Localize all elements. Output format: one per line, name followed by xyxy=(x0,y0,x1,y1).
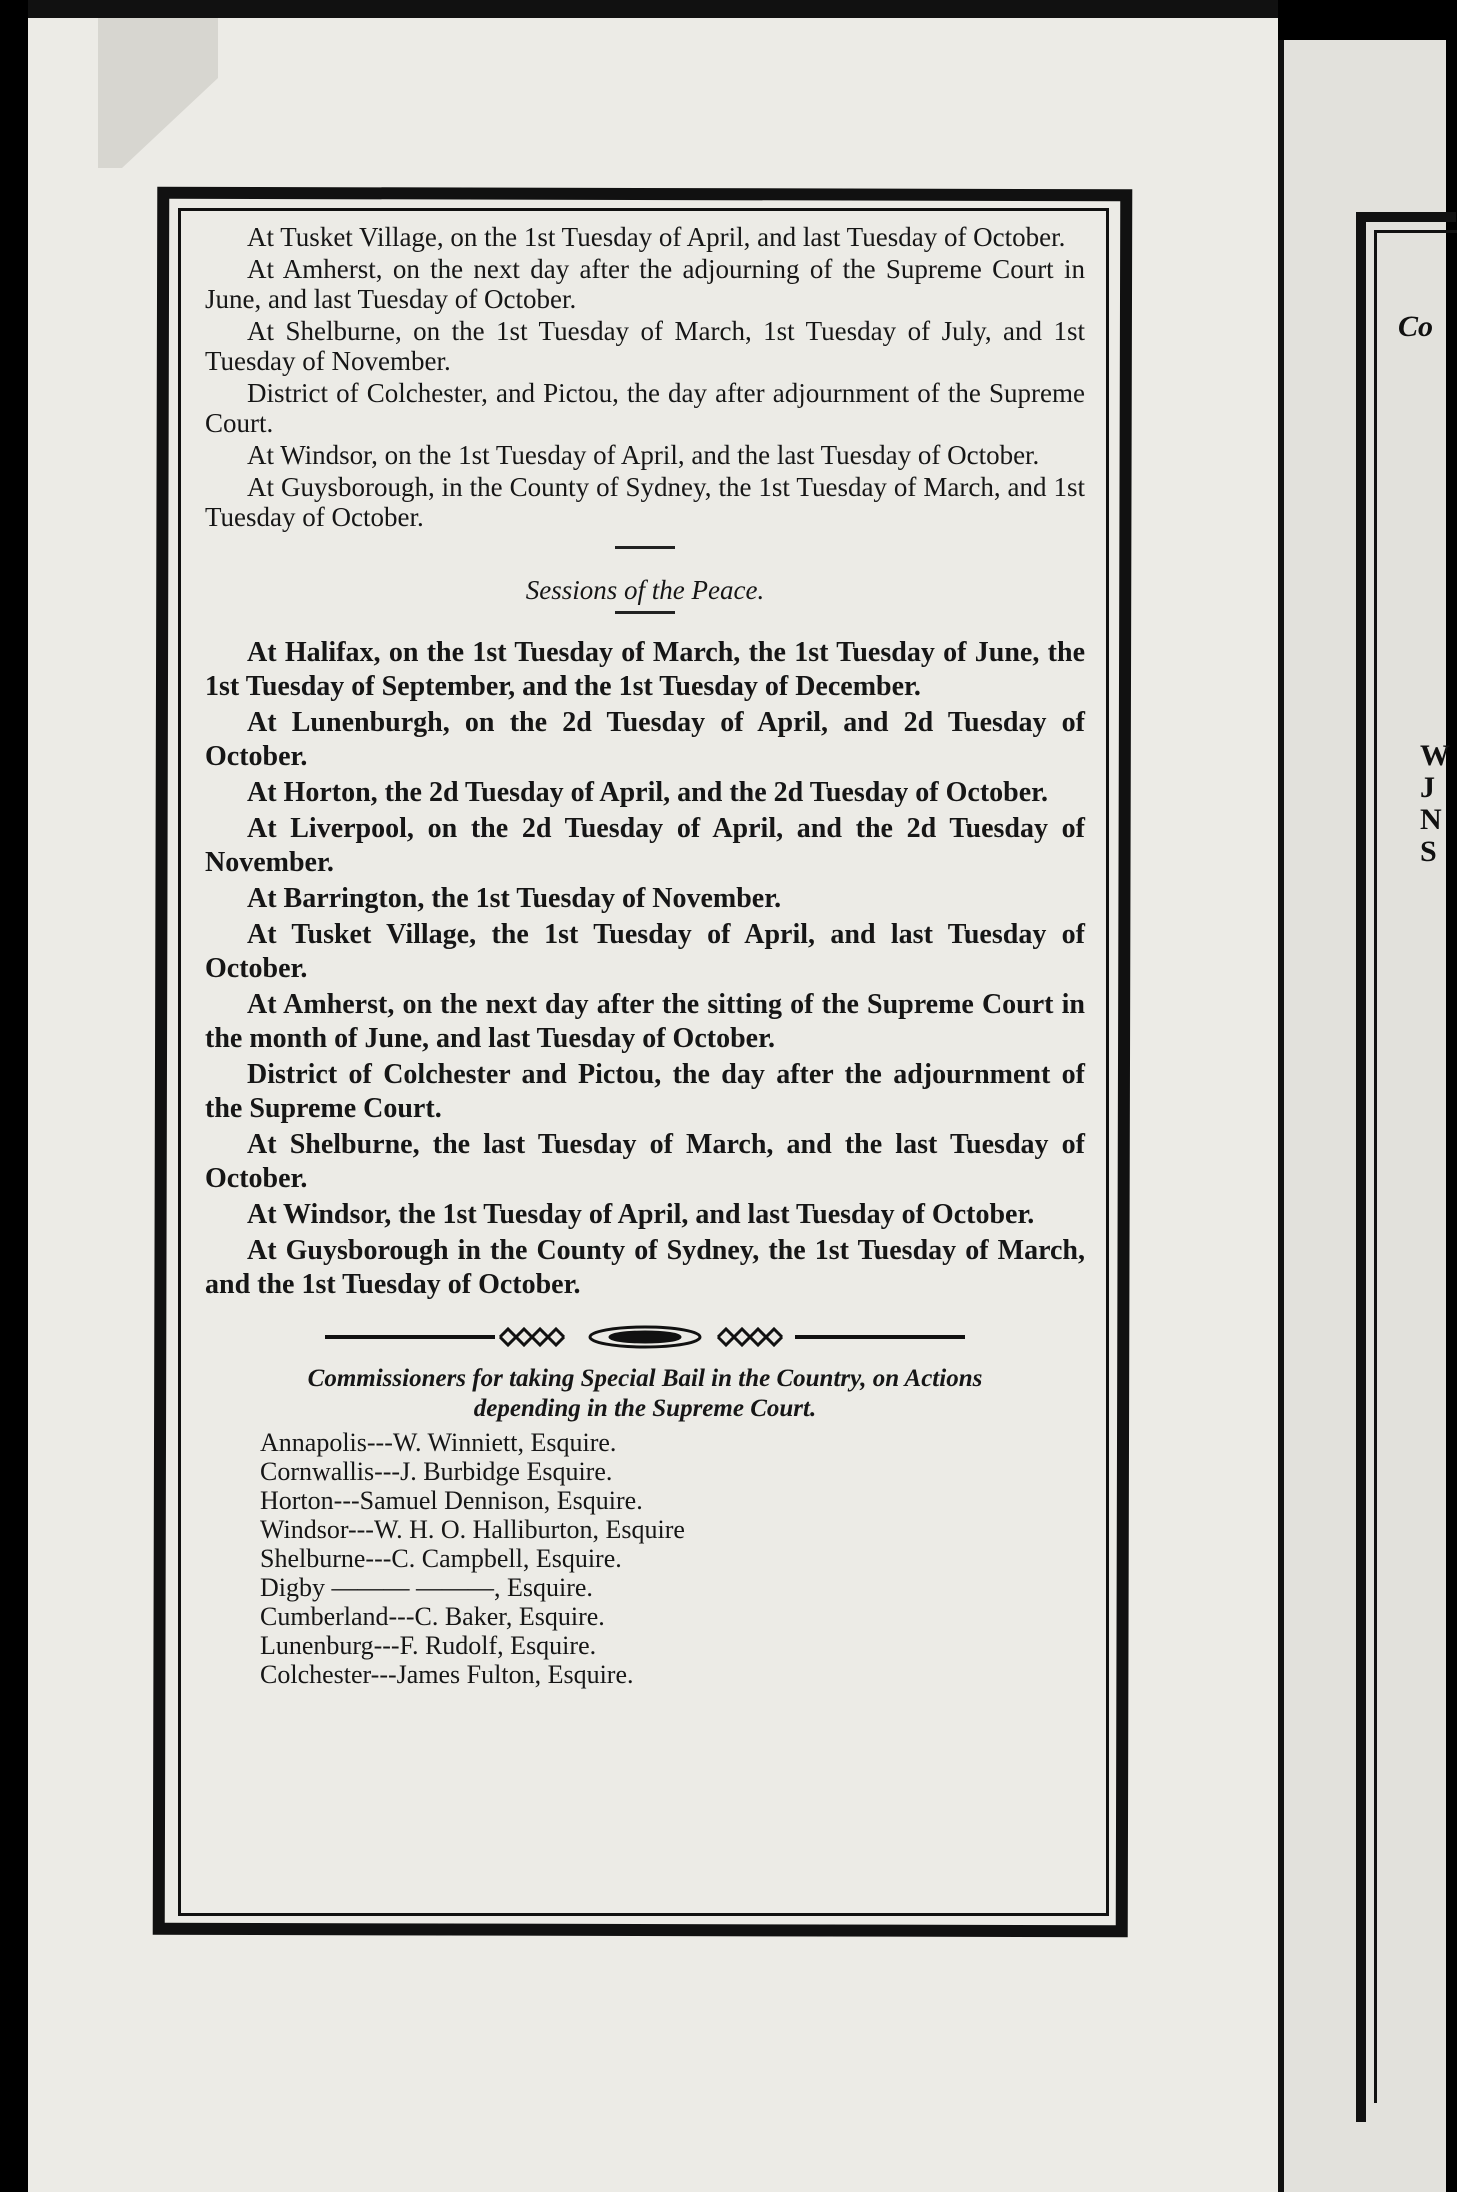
commissioner-entry: Cumberland---C. Baker, Esquire. xyxy=(260,1602,605,1631)
courts-section xyxy=(205,222,1085,532)
facing-letter: W xyxy=(1420,739,1450,772)
court-entry: District of Colchester, and Pictou, the day after adjournment of the Supreme Court. xyxy=(205,378,1085,438)
sessions-heading: Sessions of the Peace. xyxy=(525,575,765,605)
document-content xyxy=(205,222,1085,1689)
court-entry: At Shelburne, on the 1st Tuesday of March, 1st Tuesday of July, and 1st Tuesday of November. xyxy=(205,316,1085,376)
facing-page-letters xyxy=(1420,740,1450,868)
session-entry: At Guysborough in the County of Sydney, the 1st Tuesday of March, and the 1st Tuesday of October. xyxy=(205,1235,1085,1300)
court-entry: At Guysborough, in the County of Sydney, the 1st Tuesday of March, and 1st Tuesday of October. xyxy=(205,472,1085,532)
session-entry: At Barrington, the 1st Tuesday of November. xyxy=(247,883,782,914)
facing-page-frame-inner xyxy=(1374,230,1457,2103)
commissioner-entry: Colchester---James Fulton, Esquire. xyxy=(260,1660,634,1689)
session-entry: At Windsor, the 1st Tuesday of April, and last Tuesday of October. xyxy=(247,1199,1035,1230)
session-entry: At Liverpool, on the 2d Tuesday of April, and the 2d Tuesday of November. xyxy=(205,813,1085,878)
facing-letter: J xyxy=(1420,771,1435,804)
commissioner-entry: Cornwallis---J. Burbidge Esquire. xyxy=(260,1457,613,1486)
session-entry: District of Colchester and Pictou, the day after the adjournment of the Supreme Court. xyxy=(205,1059,1085,1124)
commissioners-section xyxy=(205,1364,1085,1689)
sessions-section xyxy=(205,636,1085,1302)
session-entry: At Amherst, on the next day after the sitting of the Supreme Court in the month of June, and last Tuesday of October. xyxy=(205,989,1085,1054)
decorative-rule-ornament xyxy=(325,1324,965,1350)
facing-letter: S xyxy=(1420,835,1437,868)
facing-page-header: Co xyxy=(1398,310,1434,343)
commissioner-entry: Horton---Samuel Dennison, Esquire. xyxy=(260,1486,643,1515)
commissioners-title-line2: depending in the Supreme Court. xyxy=(473,1395,817,1422)
commissioners-list xyxy=(205,1428,1085,1689)
session-entry: At Horton, the 2d Tuesday of April, and the 2d Tuesday of October. xyxy=(247,777,1048,808)
commissioners-title-line1: Commissioners for taking Special Bail in the Country, on Actions xyxy=(307,1365,983,1392)
facing-letter: N xyxy=(1420,803,1442,836)
commissioner-entry: Digby ——— ———, Esquire. xyxy=(260,1573,593,1602)
session-entry: At Halifax, on the 1st Tuesday of March, the 1st Tuesday of June, the 1st Tuesday of September, and the 1st Tuesday of December. xyxy=(205,637,1085,702)
commissioner-entry: Annapolis---W. Winniett, Esquire. xyxy=(260,1428,617,1457)
commissioner-entry: Shelburne---C. Campbell, Esquire. xyxy=(260,1544,622,1573)
session-entry: At Lunenburgh, on the 2d Tuesday of April, and 2d Tuesday of October. xyxy=(205,707,1085,772)
heading-rule-top xyxy=(615,546,675,549)
session-entry: At Tusket Village, the 1st Tuesday of April, and last Tuesday of October. xyxy=(205,919,1085,984)
commissioner-entry: Lunenburg---F. Rudolf, Esquire. xyxy=(260,1631,597,1660)
court-entry: At Tusket Village, on the 1st Tuesday of April, and last Tuesday of October. xyxy=(247,222,1066,252)
heading-rule-bottom xyxy=(615,611,675,614)
folded-corner xyxy=(98,18,218,168)
court-entry: At Windsor, on the 1st Tuesday of April, and the last Tuesday of October. xyxy=(247,440,1040,470)
commissioner-entry: Windsor---W. H. O. Halliburton, Esquire xyxy=(260,1515,685,1544)
session-entry: At Shelburne, the last Tuesday of March, and the last Tuesday of October. xyxy=(205,1129,1085,1194)
page-top-edge xyxy=(28,0,1278,18)
court-entry: At Amherst, on the next day after the adjourning of the Supreme Court in June, and last Tuesday of October. xyxy=(205,254,1085,314)
